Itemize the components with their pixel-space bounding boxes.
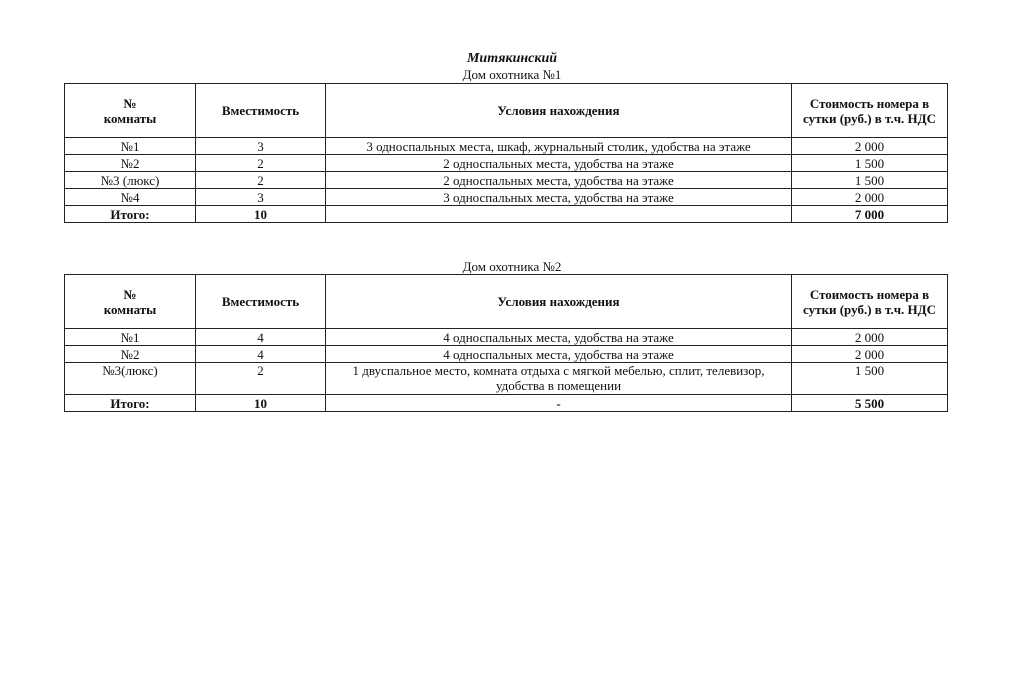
conditions-cell: 4 односпальных места, удобства на этаже: [326, 329, 792, 346]
header-conditions: Условия нахождения: [326, 84, 792, 138]
room-cell: №2: [65, 346, 196, 363]
table-row: [65, 172, 948, 189]
house-1-table: [64, 83, 948, 223]
room-cell: №1: [65, 329, 196, 346]
table-row: [65, 155, 948, 172]
price-cell: 2 000: [792, 329, 948, 346]
conditions-cell: 4 односпальных места, удобства на этаже: [326, 346, 792, 363]
total-conditions: -: [326, 395, 792, 412]
capacity-cell: 2: [196, 363, 326, 395]
room-cell: №2: [65, 155, 196, 172]
table-total-row: [65, 206, 948, 223]
price-cell: 2 000: [792, 189, 948, 206]
table-row: [65, 346, 948, 363]
header-price: Стоимость номера в сутки (руб.) в т.ч. НДС: [792, 84, 948, 138]
table-row: [65, 138, 948, 155]
room-cell: №1: [65, 138, 196, 155]
room-cell: №4: [65, 189, 196, 206]
total-capacity: 10: [196, 206, 326, 223]
room-cell: №3 (люкс): [65, 172, 196, 189]
conditions-cell: 2 односпальных места, удобства на этаже: [326, 172, 792, 189]
total-price: 7 000: [792, 206, 948, 223]
capacity-cell: 2: [196, 155, 326, 172]
house-1-title: Дом охотника №1: [462, 67, 562, 82]
total-conditions: [326, 206, 792, 223]
header-price: Стоимость номера в сутки (руб.) в т.ч. НДС: [792, 275, 948, 329]
header-conditions: Условия нахождения: [326, 275, 792, 329]
conditions-cell: 3 односпальных места, шкаф, журнальный столик, удобства на этаже: [326, 138, 792, 155]
table-row: [65, 329, 948, 346]
capacity-cell: 3: [196, 189, 326, 206]
table-header-row: [65, 84, 948, 138]
header-room-number: № комнаты: [65, 84, 196, 138]
table-row: [65, 189, 948, 206]
capacity-cell: 3: [196, 138, 326, 155]
header-capacity: Вместимость: [196, 275, 326, 329]
price-cell: 1 500: [792, 155, 948, 172]
document-title: Митякинский: [466, 51, 558, 66]
table-row: [65, 363, 948, 395]
capacity-cell: 4: [196, 329, 326, 346]
table-header-row: [65, 275, 948, 329]
house-2-title: Дом охотника №2: [462, 259, 562, 274]
price-cell: 1 500: [792, 172, 948, 189]
house-2-table: [64, 274, 948, 412]
header-capacity: Вместимость: [196, 84, 326, 138]
room-cell: №3(люкс): [65, 363, 196, 395]
capacity-cell: 4: [196, 346, 326, 363]
price-cell: 1 500: [792, 363, 948, 395]
conditions-cell: 1 двуспальное место, комната отдыха с мягкой мебелью, сплит, телевизор, удобства в помещении: [326, 363, 792, 395]
header-room-number: № комнаты: [65, 275, 196, 329]
table-total-row: [65, 395, 948, 412]
total-price: 5 500: [792, 395, 948, 412]
price-cell: 2 000: [792, 346, 948, 363]
price-cell: 2 000: [792, 138, 948, 155]
total-label: Итого:: [65, 395, 196, 412]
total-label: Итого:: [65, 206, 196, 223]
conditions-cell: 2 односпальных места, удобства на этаже: [326, 155, 792, 172]
total-capacity: 10: [196, 395, 326, 412]
conditions-cell: 3 односпальных места, удобства на этаже: [326, 189, 792, 206]
capacity-cell: 2: [196, 172, 326, 189]
